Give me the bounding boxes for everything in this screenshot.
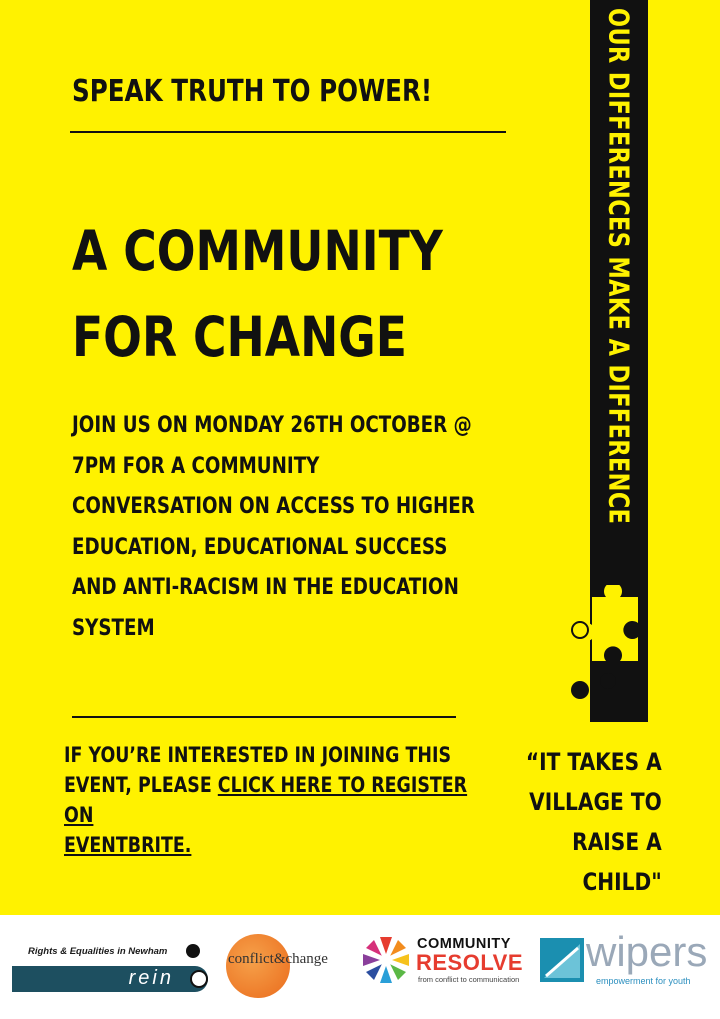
- quote-line: CHILD": [582, 868, 662, 896]
- wipers-tagline: empowerment for youth: [596, 976, 691, 986]
- registration-note: [64, 740, 496, 860]
- title-line-1: A COMMUNITY: [72, 219, 443, 283]
- quote-line: RAISE A: [572, 828, 662, 856]
- register-line-1: IF YOU’RE INTERESTED IN JOINING THIS: [64, 743, 452, 767]
- eventbrite-register-link[interactable]: CLICK HERE TO REGISTER ON: [64, 773, 468, 827]
- rein-logo-text: rein: [128, 967, 174, 989]
- description-line: JOIN US ON MONDAY 26TH OCTOBER @: [72, 413, 472, 438]
- wipers-logo: wipers: [586, 928, 708, 975]
- wipers-logo-icon: [540, 938, 584, 982]
- register-line-2: [64, 770, 496, 830]
- community-resolve-logo-line1: COMMUNITY: [417, 936, 511, 952]
- rein-ring-icon: [190, 970, 208, 988]
- community-resolve-tagline: from conflict to communication: [418, 975, 520, 984]
- conflict-change-logo: conflict&change: [228, 951, 328, 967]
- rein-logo: [12, 966, 208, 992]
- side-banner-text-wrap: [590, 0, 648, 590]
- register-prefix: EVENT, PLEASE: [64, 773, 218, 797]
- title-line-2: FOR CHANGE: [72, 305, 407, 369]
- description-line: AND ANTI-RACISM IN THE EDUCATION: [72, 575, 459, 600]
- description-line: EDUCATION, EDUCATIONAL SUCCESS: [72, 534, 448, 560]
- eventbrite-register-link-cont[interactable]: EVENTBRITE.: [64, 833, 192, 857]
- community-resolve-logo-line2: RESOLVE: [416, 950, 524, 975]
- puzzle-pieces-icon: [568, 585, 650, 722]
- quote-line: “IT TAKES A: [526, 748, 662, 776]
- quote-line: VILLAGE TO: [529, 788, 662, 816]
- page-title: [72, 208, 443, 380]
- description-divider: [72, 716, 456, 718]
- community-resolve-wheel-icon: [362, 936, 410, 984]
- tagline: SPEAK TRUTH TO POWER!: [72, 74, 433, 109]
- event-description: [72, 406, 547, 649]
- side-banner-text: OUR DIFFERENCES MAKE A DIFFERENCE: [602, 8, 636, 525]
- rein-dot-icon: [186, 944, 200, 958]
- tagline-divider: [70, 131, 506, 133]
- description-line: SYSTEM: [72, 615, 155, 641]
- description-line: 7PM FOR A COMMUNITY: [72, 453, 320, 479]
- rein-logo-title: Rights & Equalities in Newham: [28, 946, 168, 957]
- proverb-quote: [526, 742, 662, 902]
- description-line: CONVERSATION ON ACCESS TO HIGHER: [72, 494, 475, 519]
